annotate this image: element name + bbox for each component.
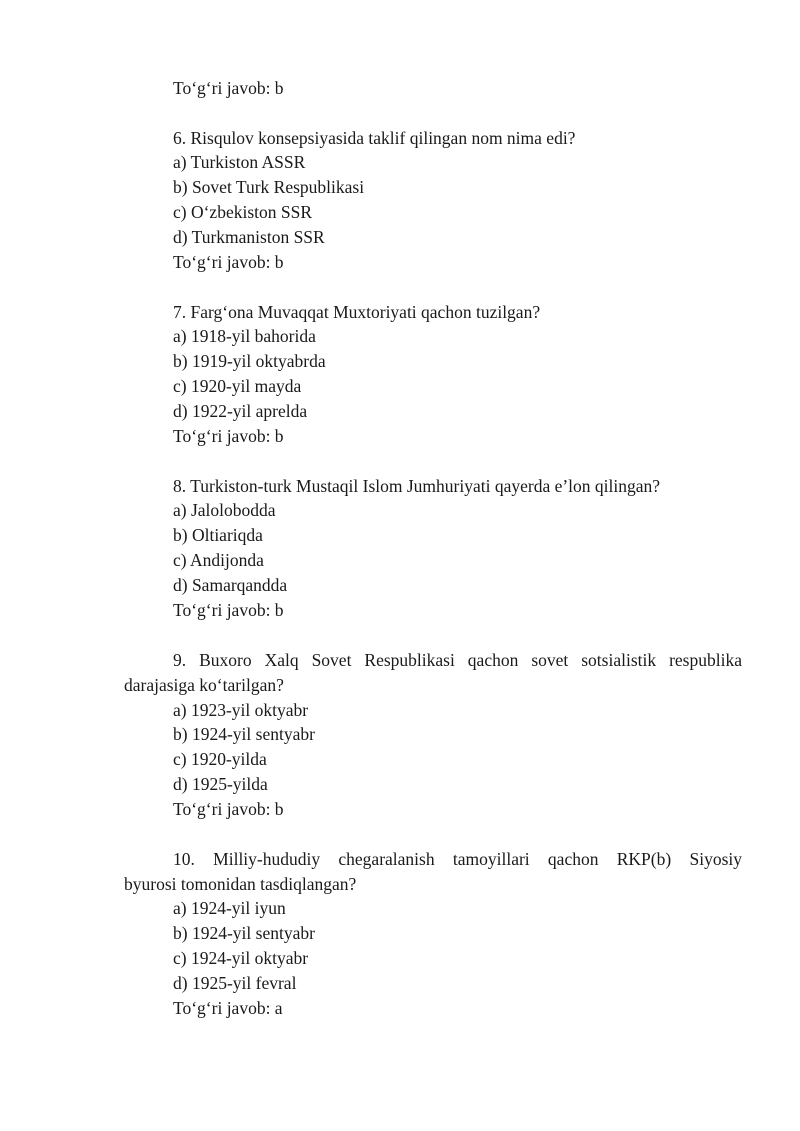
- question-text: 8. Turkiston-turk Mustaqil Islom Jumhuriyati qayerda e’lon qilingan?: [173, 476, 661, 496]
- option-d: d) 1922-yil aprelda: [173, 401, 308, 421]
- option-a: a) 1923-yil oktyabr: [173, 700, 309, 720]
- option-b: b) 1919-yil oktyabrda: [173, 351, 326, 371]
- option-a: a) Jalolobodda: [173, 500, 276, 520]
- option-b: b) 1924-yil sentyabr: [173, 724, 315, 744]
- option-c: c) 1920-yilda: [173, 749, 267, 769]
- option-c: c) Andijonda: [173, 550, 264, 570]
- option-d: d) 1925-yil fevral: [173, 973, 297, 993]
- correct-answer: To‘g‘ri javob: b: [173, 426, 284, 446]
- option-a: a) Turkiston ASSR: [173, 152, 306, 172]
- previous-answer: To‘g‘ri javob: b: [173, 78, 284, 98]
- correct-answer: To‘g‘ri javob: b: [173, 799, 284, 819]
- option-d: d) Turkmaniston SSR: [173, 227, 325, 247]
- question-text: 7. Farg‘ona Muvaqqat Muxtoriyati qachon tuzilgan?: [173, 302, 541, 322]
- question-text: 6. Risqulov konsepsiyasida taklif qilingan nom nima edi?: [173, 128, 576, 148]
- question-text-line-2: darajasiga ko‘tarilgan?: [124, 675, 284, 695]
- option-c: c) 1924-yil oktyabr: [173, 948, 309, 968]
- option-c: c) O‘zbekiston SSR: [173, 202, 313, 222]
- option-b: b) Oltiariqda: [173, 525, 263, 545]
- correct-answer: To‘g‘ri javob: b: [173, 600, 284, 620]
- question-text-line-1: 9. Buxoro Xalq Sovet Respublikasi qachon sovet sotsialistik respublika: [173, 650, 742, 670]
- option-d: d) 1925-yilda: [173, 774, 268, 794]
- option-a: a) 1924-yil iyun: [173, 898, 286, 918]
- question-text-line-2: byurosi tomonidan tasdiqlangan?: [124, 874, 357, 894]
- question-text-line-1: 10. Milliy-hududiy chegaralanish tamoyillari qachon RKP(b) Siyosiy: [173, 849, 742, 869]
- correct-answer: To‘g‘ri javob: a: [173, 998, 283, 1018]
- option-a: a) 1918-yil bahorida: [173, 326, 316, 346]
- option-d: d) Samarqandda: [173, 575, 288, 595]
- correct-answer: To‘g‘ri javob: b: [173, 252, 284, 272]
- option-c: c) 1920-yil mayda: [173, 376, 302, 396]
- option-b: b) 1924-yil sentyabr: [173, 923, 315, 943]
- option-b: b) Sovet Turk Respublikasi: [173, 177, 365, 197]
